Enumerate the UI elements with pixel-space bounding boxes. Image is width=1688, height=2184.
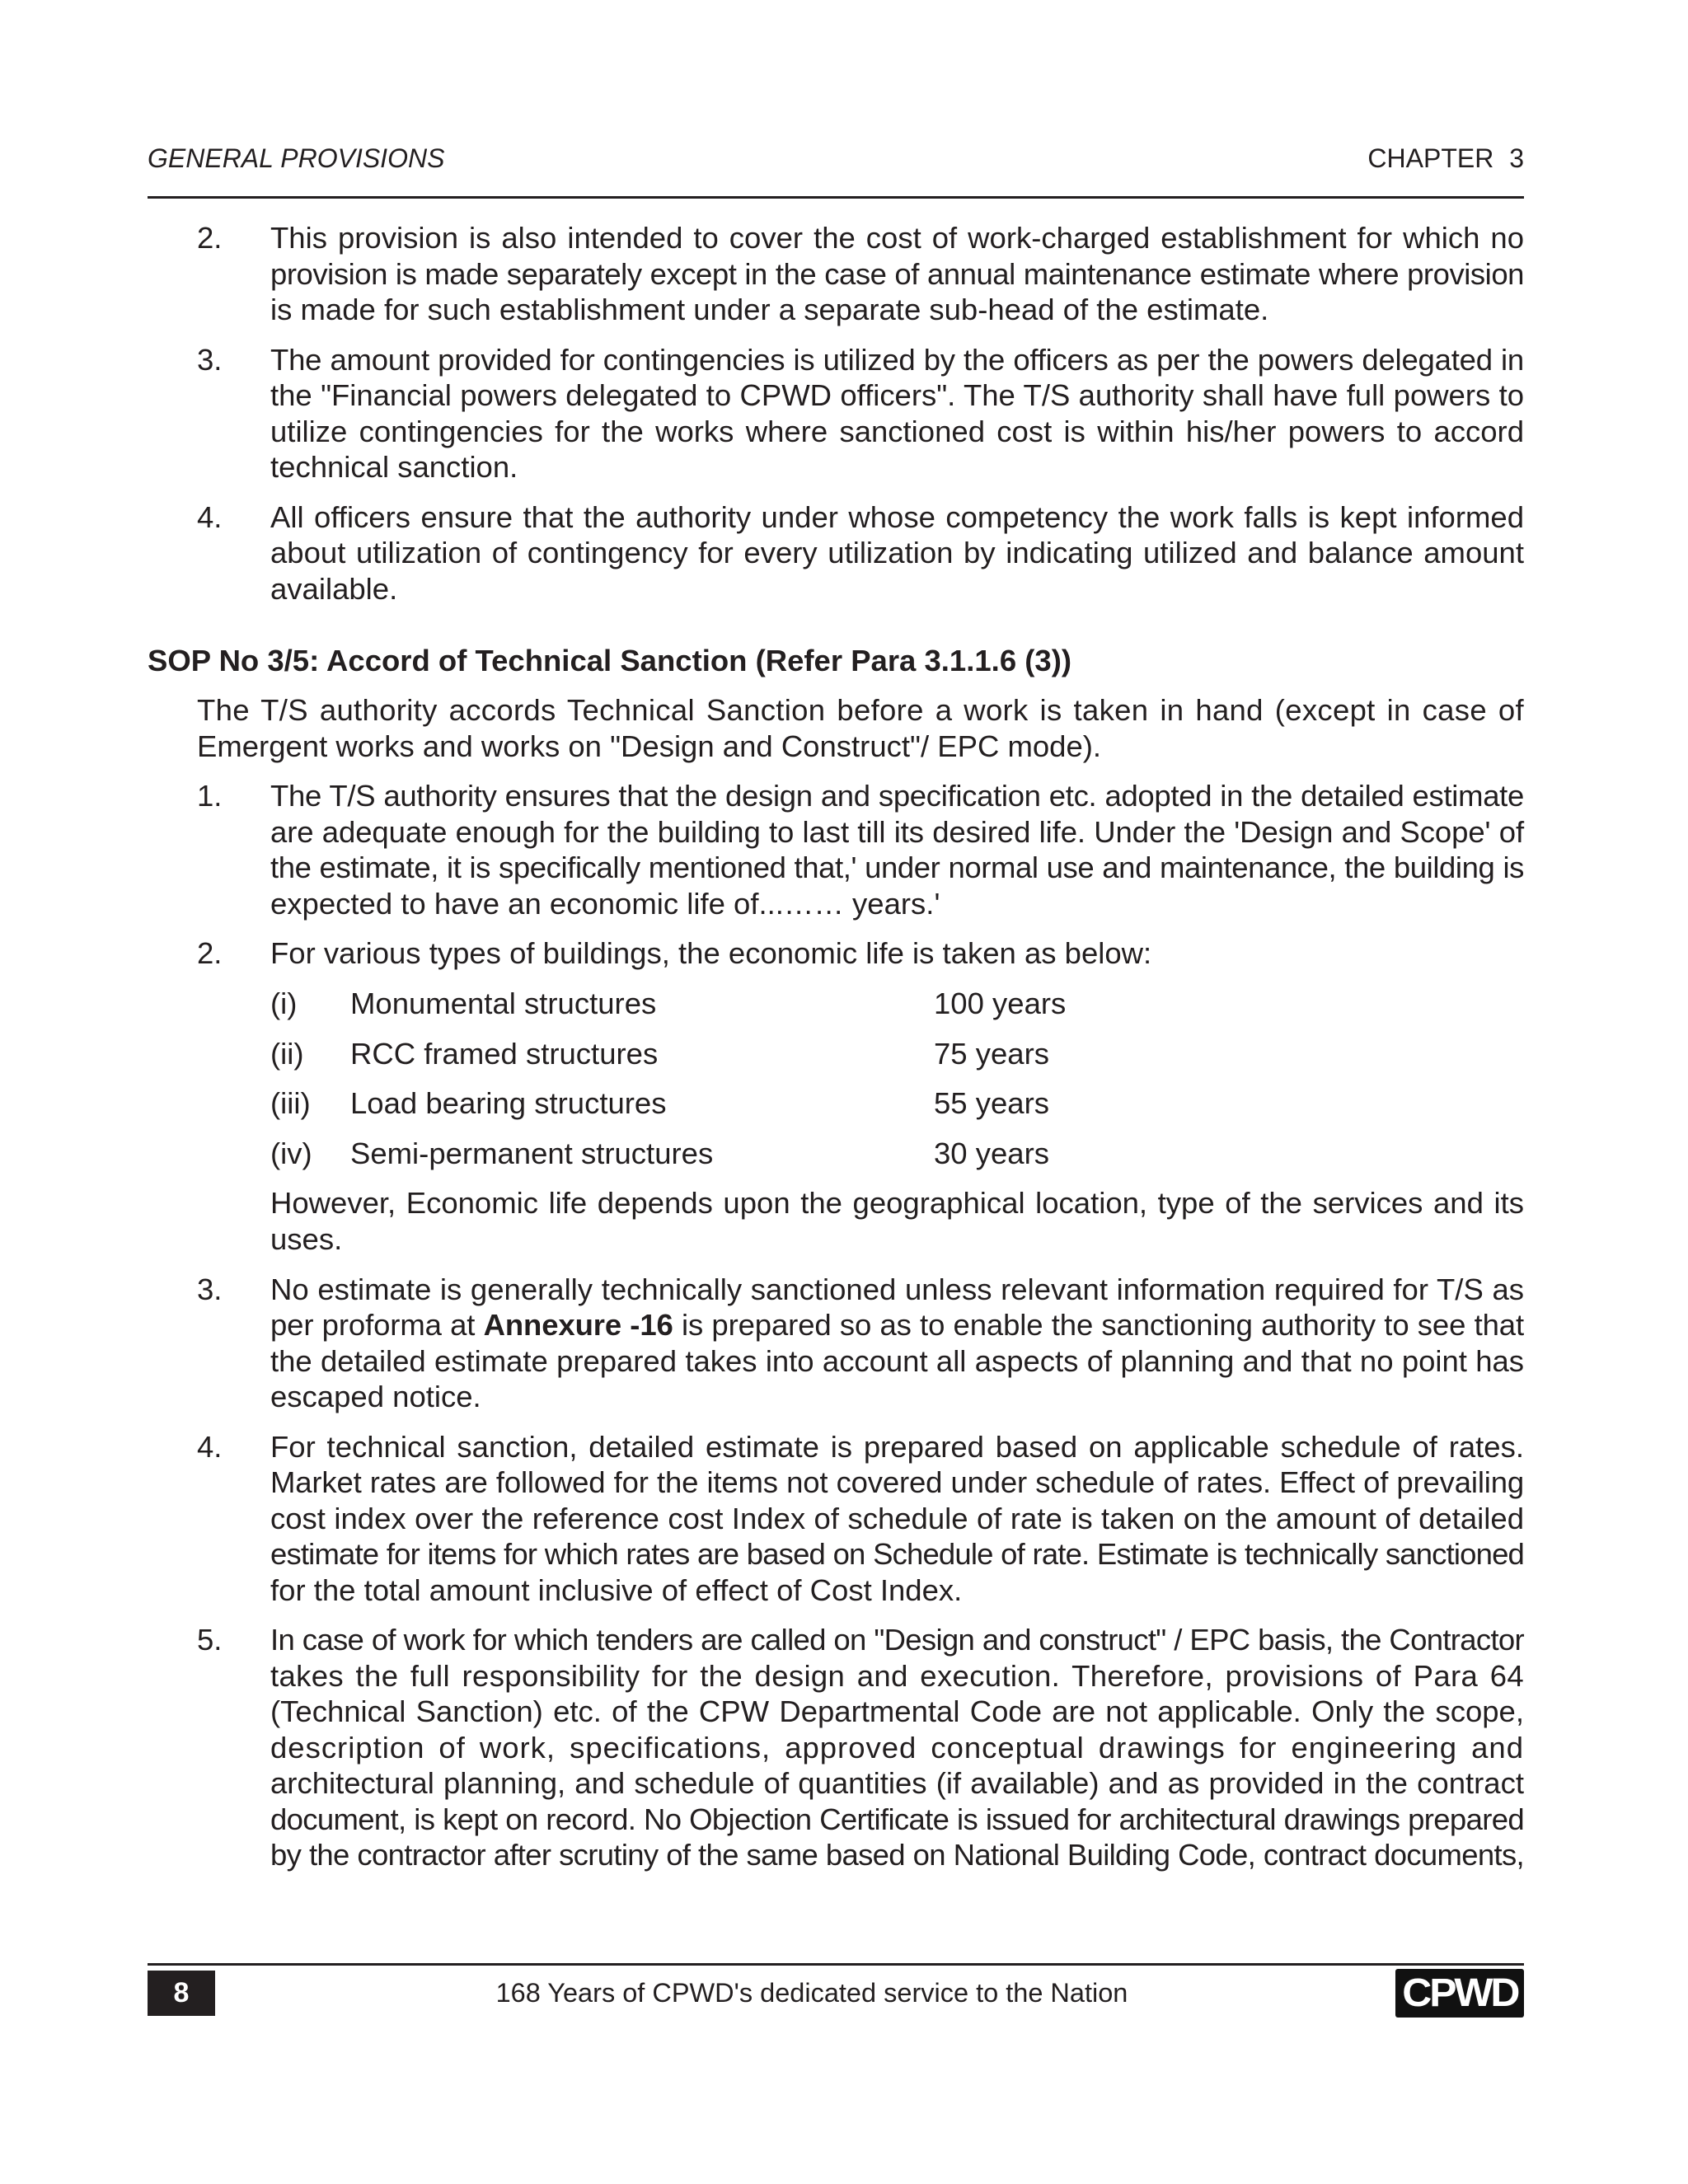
economic-life-value: 100 years [934, 987, 1067, 1021]
item-text [270, 220, 1524, 328]
text-line: description of work, specifications, approved conceptual drawings for engineering and [270, 1730, 1524, 1765]
item-number: 3. [197, 342, 223, 377]
text-line: cost index over the reference cost Index of schedule of rate is taken on the amount of detailed [270, 1501, 1524, 1535]
economic-life-value: 75 years [934, 1036, 1049, 1071]
text-line: The T/S authority accords Technical Sanction before a work is taken in hand (except in case of [197, 693, 1524, 728]
item-number: 5. [197, 1623, 223, 1657]
list-item [148, 220, 1524, 328]
text-line: This provision is also intended to cover the cost of work-charged establishment for which no [270, 221, 1524, 255]
text-line: are adequate enough for the building to last till its desired life. Under the 'Design and Scope' of [270, 814, 1524, 849]
logo-text: CPWD [1401, 1971, 1518, 2015]
text-line: uses. [270, 1221, 343, 1256]
text-line [270, 1307, 1524, 1343]
row-numeral: (i) [270, 987, 298, 1021]
economic-life-note [270, 1185, 1524, 1257]
footer-tagline: 168 Years of CPWD's dedicated service to the Nation [495, 1978, 1128, 2008]
text-line: utilize contingencies for the works where sanctioned cost is within his/her powers to accord [270, 414, 1524, 448]
list-item [148, 778, 1524, 921]
list-item [148, 1429, 1524, 1609]
text-line: available. [270, 571, 398, 606]
running-header-section: GENERAL PROVISIONS [148, 143, 445, 173]
text-line: For technical sanction, detailed estimate is prepared based on applicable schedule of rates. [270, 1429, 1524, 1464]
running-header-chapter: CHAPTER 3 [1367, 143, 1524, 173]
item-text [270, 778, 1524, 921]
text-line: The amount provided for contingencies is utilized by the officers as per the powers delegated in [270, 342, 1524, 377]
text-line: architectural planning, and schedule of quantities (if available) and as provided in the contract [270, 1766, 1524, 1801]
annexure-reference: Annexure -16 [483, 1308, 673, 1343]
economic-life-row [270, 986, 1524, 1022]
item-number: 1. [197, 779, 223, 813]
text-line: For various types of buildings, the economic life is taken as below: [270, 936, 1152, 971]
item-number: 2. [197, 221, 223, 255]
text-line: No estimate is generally technically sanctioned unless relevant information required for T/S as [270, 1272, 1524, 1306]
row-numeral: (iii) [270, 1086, 311, 1121]
structure-type: Semi-permanent structures [350, 1136, 714, 1170]
list-item [148, 342, 1524, 485]
text-line: All officers ensure that the authority under whose competency the work falls is kept informed [270, 499, 1524, 534]
item-text [270, 1429, 1524, 1609]
structure-type: Load bearing structures [350, 1086, 667, 1121]
text-line: expected to have an economic life of...…… years.' [270, 886, 940, 921]
text-line: The T/S authority ensures that the design and specification etc. adopted in the detailed estimate [270, 779, 1524, 813]
text-line: In case of work for which tenders are called on "Design and construct" / EPC basis, the Contractor [270, 1623, 1524, 1657]
list-item [148, 499, 1524, 607]
structure-type: Monumental structures [350, 987, 657, 1021]
item-text [270, 1272, 1524, 1415]
header-rule [148, 196, 1524, 199]
item-text [270, 935, 1524, 1257]
list-item [148, 935, 1524, 1257]
text-line: (Technical Sanction) etc. of the CPW Departmental Code are not applicable. Only the scope, [270, 1694, 1524, 1729]
text-line: document, is kept on record. No Objection Certificate is issued for architectural drawings prepared [270, 1802, 1524, 1836]
text-line: provision is made separately except in the case of annual maintenance estimate where provision [270, 256, 1524, 291]
text-line: for the total amount inclusive of effect of Cost Index. [270, 1572, 963, 1607]
cpwd-logo [1395, 1969, 1524, 2018]
page-number: 8 [148, 1971, 215, 2016]
text-line: takes the full responsibility for the design and execution. Therefore, provisions of Para 64 [270, 1658, 1524, 1693]
text-line: the estimate, it is specifically mentioned that,' under normal use and maintenance, the building is [270, 851, 1524, 885]
row-numeral: (iv) [270, 1136, 312, 1170]
item-text [270, 1622, 1524, 1873]
item-number: 4. [197, 499, 223, 534]
list-item [148, 1272, 1524, 1415]
sop-intro [197, 692, 1524, 764]
text-line: estimate for items for which rates are based on Schedule of rate. Estimate is technically sanctioned [270, 1537, 1524, 1572]
economic-life-value: 30 years [934, 1136, 1049, 1170]
economic-life-row [270, 1085, 1524, 1122]
item-number: 4. [197, 1429, 223, 1464]
sop-heading: SOP No 3/5: Accord of Technical Sanction (Refer Para 3.1.1.6 (3)) [148, 643, 1072, 677]
text-line: the detailed estimate prepared takes into account all aspects of planning and that no point has [270, 1343, 1524, 1378]
sop-list [148, 778, 1524, 1872]
text-line: Emergent works and works on "Design and Construct"/ EPC mode). [197, 729, 1102, 763]
page-body [148, 220, 1524, 1873]
text-line: technical sanction. [270, 450, 518, 485]
text-line: However, Economic life depends upon the geographical location, type of the services and its [270, 1186, 1524, 1221]
item-number: 2. [197, 936, 223, 971]
economic-life-row [270, 1136, 1524, 1172]
list-item [148, 1622, 1524, 1873]
text-run: is prepared so as to enable the sanctioning authority to see that [673, 1308, 1524, 1343]
row-numeral: (ii) [270, 1036, 304, 1071]
text-line: is made for such establishment under a separate sub-head of the estimate. [270, 293, 1269, 326]
text-line: escaped notice. [270, 1380, 481, 1414]
item-text [270, 499, 1524, 607]
provisions-list [148, 220, 1524, 607]
item-number: 3. [197, 1272, 223, 1306]
footer-rule [148, 1963, 1524, 1966]
text-line: by the contractor after scrutiny of the same based on National Building Code, contract documents, [270, 1838, 1524, 1872]
item-text [270, 342, 1524, 485]
text-run: per proforma at [270, 1308, 484, 1343]
economic-life-row [270, 1036, 1524, 1072]
text-line: Market rates are followed for the items not covered under schedule of rates. Effect of prevailing [270, 1465, 1524, 1500]
text-line: the "Financial powers delegated to CPWD officers". The T/S authority shall have full powers to [270, 378, 1524, 413]
text-line: about utilization of contingency for every utilization by indicating utilized and balance amount [270, 536, 1524, 570]
structure-type: RCC framed structures [350, 1036, 659, 1071]
economic-life-value: 55 years [934, 1086, 1049, 1121]
